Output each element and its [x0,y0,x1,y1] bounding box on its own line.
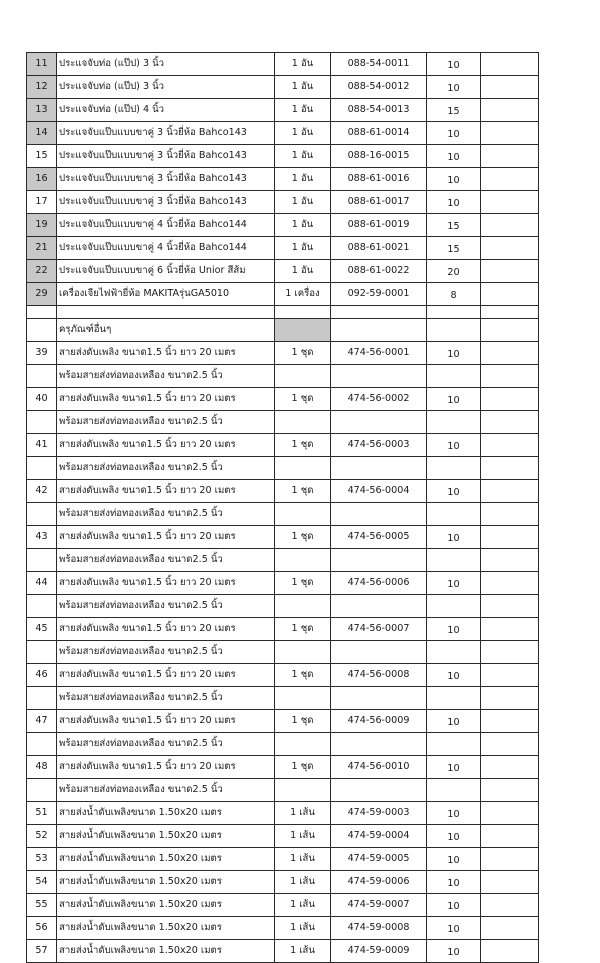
item-count: 10 [427,76,481,99]
continuation-row [27,365,539,388]
table-row [27,917,539,940]
item-description: สายส่งน้ำดับเพลิงขนาด 1.50x20 เมตร [57,940,275,963]
item-count: 20 [427,260,481,283]
item-code [331,503,427,526]
item-quantity: 1 ชุด [275,526,331,549]
remark-cell [481,595,539,618]
item-code: 088-61-0017 [331,191,427,214]
item-quantity: 1 เส้น [275,871,331,894]
item-number [27,733,57,756]
item-description: ประแจจับแป๊บแบบขาคู่ 3 นิ้วยี่ห้อ Bahco143 [57,168,275,191]
table-row [27,237,539,260]
table-row [27,664,539,687]
item-number: 55 [27,894,57,917]
item-number: 41 [27,434,57,457]
item-code [331,549,427,572]
continuation-row [27,595,539,618]
item-code: 474-59-0008 [331,917,427,940]
continuation-row [27,457,539,480]
item-count: 10 [427,710,481,733]
item-number [27,503,57,526]
item-number: 22 [27,260,57,283]
item-count [427,365,481,388]
item-count [427,779,481,802]
item-code: 474-59-0007 [331,894,427,917]
item-count: 10 [427,122,481,145]
item-number: 54 [27,871,57,894]
item-quantity [275,503,331,526]
item-code: 088-61-0022 [331,260,427,283]
remark-cell [481,871,539,894]
item-quantity: 1 เส้น [275,894,331,917]
remark-cell [481,503,539,526]
table-row [27,940,539,963]
item-count [427,733,481,756]
remark-cell [481,756,539,779]
item-code: 474-56-0004 [331,480,427,503]
item-quantity [275,595,331,618]
item-quantity: 1 เครื่อง [275,283,331,306]
item-code [331,733,427,756]
table-row [27,710,539,733]
item-code: 088-61-0016 [331,168,427,191]
remark-cell [481,940,539,963]
inventory-sheet [26,52,538,963]
item-quantity [275,411,331,434]
continuation-row [27,411,539,434]
item-count: 10 [427,825,481,848]
item-quantity: 1 อัน [275,191,331,214]
item-description-continued: พร้อมสายส่งท่อทองเหลือง ขนาด2.5 นิ้ว [57,365,275,388]
table-row [27,802,539,825]
item-quantity: 1 อัน [275,99,331,122]
item-description-continued: พร้อมสายส่งท่อทองเหลือง ขนาด2.5 นิ้ว [57,687,275,710]
table-row [27,618,539,641]
remark-cell [481,664,539,687]
item-description: สายส่งดับเพลิง ขนาด1.5 นิ้ว ยาว 20 เมตร [57,618,275,641]
item-quantity: 1 ชุด [275,710,331,733]
item-code: 474-56-0001 [331,342,427,365]
item-description: สายส่งดับเพลิง ขนาด1.5 นิ้ว ยาว 20 เมตร [57,664,275,687]
item-number: 53 [27,848,57,871]
item-number: 48 [27,756,57,779]
item-number [27,411,57,434]
item-count: 10 [427,894,481,917]
table-row [27,480,539,503]
continuation-row [27,733,539,756]
item-code [331,457,427,480]
item-code: 088-54-0011 [331,53,427,76]
item-count: 10 [427,572,481,595]
item-description: ประแจจับแป๊บแบบขาคู่ 3 นิ้วยี่ห้อ Bahco143 [57,145,275,168]
item-description: ประแจจับท่อ (แป๊ป) 4 นิ้ว [57,99,275,122]
item-count [427,503,481,526]
remark-cell [481,779,539,802]
remark-cell [481,848,539,871]
item-description: สายส่งน้ำดับเพลิงขนาด 1.50x20 เมตร [57,825,275,848]
item-description-continued: พร้อมสายส่งท่อทองเหลือง ขนาด2.5 นิ้ว [57,733,275,756]
item-number [27,641,57,664]
item-quantity: 1 อัน [275,145,331,168]
item-quantity: 1 ชุด [275,756,331,779]
item-count: 10 [427,756,481,779]
item-number: 19 [27,214,57,237]
remark-cell [481,168,539,191]
item-quantity: 1 เส้น [275,848,331,871]
remark-cell [481,825,539,848]
item-number: 56 [27,917,57,940]
item-count: 10 [427,940,481,963]
item-quantity: 1 อัน [275,122,331,145]
item-quantity [275,779,331,802]
item-code: 088-54-0013 [331,99,427,122]
table-row [27,99,539,122]
item-description: สายส่งน้ำดับเพลิงขนาด 1.50x20 เมตร [57,871,275,894]
item-quantity: 1 อัน [275,53,331,76]
item-count: 15 [427,214,481,237]
item-code: 088-16-0015 [331,145,427,168]
item-number: 21 [27,237,57,260]
item-number [27,779,57,802]
table-row [27,260,539,283]
item-number [27,365,57,388]
item-quantity: 1 ชุด [275,434,331,457]
item-count: 10 [427,802,481,825]
item-description-continued: พร้อมสายส่งท่อทองเหลือง ขนาด2.5 นิ้ว [57,779,275,802]
remark-cell [481,641,539,664]
item-quantity [275,641,331,664]
item-count: 10 [427,480,481,503]
remark-cell [481,480,539,503]
item-description: สายส่งดับเพลิง ขนาด1.5 นิ้ว ยาว 20 เมตร [57,526,275,549]
item-description: สายส่งดับเพลิง ขนาด1.5 นิ้ว ยาว 20 เมตร [57,480,275,503]
item-description: ประแจจับท่อ (แป๊ป) 3 นิ้ว [57,53,275,76]
item-code: 474-59-0006 [331,871,427,894]
item-description-continued: พร้อมสายส่งท่อทองเหลือง ขนาด2.5 นิ้ว [57,549,275,572]
item-description: สายส่งดับเพลิง ขนาด1.5 นิ้ว ยาว 20 เมตร [57,756,275,779]
item-count [427,411,481,434]
item-number: 47 [27,710,57,733]
item-code [331,319,427,342]
item-number: 16 [27,168,57,191]
continuation-row [27,779,539,802]
item-count: 10 [427,53,481,76]
item-quantity [275,319,331,342]
continuation-row [27,503,539,526]
item-quantity: 1 อัน [275,168,331,191]
remark-cell [481,342,539,365]
item-number [27,457,57,480]
item-code: 474-59-0005 [331,848,427,871]
item-number: 42 [27,480,57,503]
table-row [27,526,539,549]
item-code: 474-56-0002 [331,388,427,411]
item-count [427,549,481,572]
item-description: สายส่งน้ำดับเพลิงขนาด 1.50x20 เมตร [57,894,275,917]
item-quantity: 1 ชุด [275,388,331,411]
item-code: 088-61-0019 [331,214,427,237]
item-quantity [275,687,331,710]
item-code: 088-61-0021 [331,237,427,260]
item-count [427,595,481,618]
item-count: 10 [427,526,481,549]
remark-cell [481,526,539,549]
item-code: 474-56-0006 [331,572,427,595]
continuation-row [27,549,539,572]
table-row [27,572,539,595]
item-description: ประแจจับแป๊บแบบขาคู่ 4 นิ้วยี่ห้อ Bahco144 [57,237,275,260]
table-row [27,53,539,76]
remark-cell [481,260,539,283]
item-code [331,365,427,388]
remark-cell [481,802,539,825]
item-quantity: 1 เส้น [275,802,331,825]
item-quantity [275,733,331,756]
remark-cell [481,687,539,710]
section-title: ครุภัณฑ์อื่นๆ [57,319,275,342]
remark-cell [481,549,539,572]
item-count: 10 [427,145,481,168]
item-quantity: 1 ชุด [275,480,331,503]
item-description: ประแจจับแป๊บแบบขาคู่ 6 นิ้วยี่ห้อ Unior สีส้ม [57,260,275,283]
item-quantity [275,365,331,388]
item-count: 10 [427,168,481,191]
empty-cell [481,306,539,319]
table-row [27,388,539,411]
remark-cell [481,99,539,122]
item-quantity: 1 อัน [275,260,331,283]
item-description: สายส่งดับเพลิง ขนาด1.5 นิ้ว ยาว 20 เมตร [57,388,275,411]
remark-cell [481,283,539,306]
remark-cell [481,457,539,480]
item-number: 11 [27,53,57,76]
item-number: 12 [27,76,57,99]
item-description: ประแจจับแป๊บแบบขาคู่ 3 นิ้วยี่ห้อ Bahco143 [57,191,275,214]
item-number [27,687,57,710]
item-code: 088-61-0014 [331,122,427,145]
item-code [331,411,427,434]
remark-cell [481,434,539,457]
item-quantity: 1 ชุด [275,664,331,687]
item-number: 14 [27,122,57,145]
table-row [27,191,539,214]
item-quantity: 1 ชุด [275,342,331,365]
remark-cell [481,145,539,168]
table-row [27,76,539,99]
item-number: 40 [27,388,57,411]
item-quantity: 1 ชุด [275,618,331,641]
item-number [27,319,57,342]
item-quantity [275,457,331,480]
item-quantity: 1 เส้น [275,917,331,940]
table-row [27,825,539,848]
item-code: 474-56-0009 [331,710,427,733]
remark-cell [481,214,539,237]
item-description: ประแจจับท่อ (แป๊ป) 3 นิ้ว [57,76,275,99]
remark-cell [481,122,539,145]
item-count: 10 [427,191,481,214]
item-description: ประแจจับแป๊บแบบขาคู่ 4 นิ้วยี่ห้อ Bahco144 [57,214,275,237]
item-description: สายส่งน้ำดับเพลิงขนาด 1.50x20 เมตร [57,802,275,825]
item-count: 10 [427,871,481,894]
remark-cell [481,411,539,434]
table-row [27,848,539,871]
empty-cell [275,306,331,319]
item-code [331,595,427,618]
item-number: 44 [27,572,57,595]
remark-cell [481,53,539,76]
item-number [27,595,57,618]
item-quantity: 1 อัน [275,237,331,260]
remark-cell [481,618,539,641]
inventory-table-body [27,53,539,963]
item-number: 29 [27,283,57,306]
table-row [27,894,539,917]
table-row [27,871,539,894]
item-description: สายส่งน้ำดับเพลิงขนาด 1.50x20 เมตร [57,917,275,940]
continuation-row [27,641,539,664]
item-code [331,641,427,664]
item-description-continued: พร้อมสายส่งท่อทองเหลือง ขนาด2.5 นิ้ว [57,457,275,480]
item-count: 15 [427,99,481,122]
item-description: เครื่องเจียไฟฟ้ายี่ห้อ MAKITAรุ่นGA5010 [57,283,275,306]
item-number: 17 [27,191,57,214]
item-description: สายส่งดับเพลิง ขนาด1.5 นิ้ว ยาว 20 เมตร [57,434,275,457]
item-count [427,641,481,664]
remark-cell [481,572,539,595]
item-number: 52 [27,825,57,848]
item-description: สายส่งดับเพลิง ขนาด1.5 นิ้ว ยาว 20 เมตร [57,710,275,733]
empty-cell [427,306,481,319]
item-count [427,319,481,342]
item-description: ประแจจับแป๊บแบบขาคู่ 3 นิ้วยี่ห้อ Bahco143 [57,122,275,145]
item-description: สายส่งน้ำดับเพลิงขนาด 1.50x20 เมตร [57,848,275,871]
empty-cell [331,306,427,319]
item-quantity [275,549,331,572]
table-row [27,283,539,306]
item-code: 474-56-0010 [331,756,427,779]
item-number: 39 [27,342,57,365]
item-quantity: 1 เส้น [275,825,331,848]
table-row [27,214,539,237]
item-count: 10 [427,618,481,641]
item-code: 092-59-0001 [331,283,427,306]
item-count: 15 [427,237,481,260]
section-header-row [27,319,539,342]
table-row [27,342,539,365]
item-number [27,549,57,572]
remark-cell [481,710,539,733]
item-code: 474-56-0005 [331,526,427,549]
item-number: 13 [27,99,57,122]
table-row [27,145,539,168]
item-description-continued: พร้อมสายส่งท่อทองเหลือง ขนาด2.5 นิ้ว [57,641,275,664]
blank-row [27,306,539,319]
item-code [331,779,427,802]
remark-cell [481,365,539,388]
item-number: 57 [27,940,57,963]
remark-cell [481,917,539,940]
item-description: สายส่งดับเพลิง ขนาด1.5 นิ้ว ยาว 20 เมตร [57,572,275,595]
item-number: 15 [27,145,57,168]
item-code: 474-59-0004 [331,825,427,848]
item-quantity: 1 อัน [275,214,331,237]
item-count: 10 [427,388,481,411]
item-code: 474-56-0008 [331,664,427,687]
empty-cell [57,306,275,319]
item-count: 10 [427,917,481,940]
remark-cell [481,237,539,260]
item-number: 43 [27,526,57,549]
item-number: 46 [27,664,57,687]
item-count: 10 [427,664,481,687]
inventory-table [26,52,539,963]
item-count [427,457,481,480]
item-count: 10 [427,848,481,871]
item-quantity: 1 เส้น [275,940,331,963]
item-code: 474-59-0003 [331,802,427,825]
item-description-continued: พร้อมสายส่งท่อทองเหลือง ขนาด2.5 นิ้ว [57,503,275,526]
item-quantity: 1 อัน [275,76,331,99]
item-description: สายส่งดับเพลิง ขนาด1.5 นิ้ว ยาว 20 เมตร [57,342,275,365]
remark-cell [481,76,539,99]
continuation-row [27,687,539,710]
table-row [27,168,539,191]
item-count: 8 [427,283,481,306]
remark-cell [481,733,539,756]
remark-cell [481,319,539,342]
remark-cell [481,894,539,917]
item-count: 10 [427,342,481,365]
item-number: 45 [27,618,57,641]
item-code [331,687,427,710]
item-number: 51 [27,802,57,825]
table-row [27,122,539,145]
item-code: 474-59-0009 [331,940,427,963]
table-row [27,756,539,779]
item-count: 10 [427,434,481,457]
empty-cell [27,306,57,319]
item-description-continued: พร้อมสายส่งท่อทองเหลือง ขนาด2.5 นิ้ว [57,595,275,618]
item-count [427,687,481,710]
item-code: 474-56-0007 [331,618,427,641]
remark-cell [481,191,539,214]
remark-cell [481,388,539,411]
item-quantity: 1 ชุด [275,572,331,595]
item-code: 474-56-0003 [331,434,427,457]
table-row [27,434,539,457]
item-description-continued: พร้อมสายส่งท่อทองเหลือง ขนาด2.5 นิ้ว [57,411,275,434]
item-code: 088-54-0012 [331,76,427,99]
